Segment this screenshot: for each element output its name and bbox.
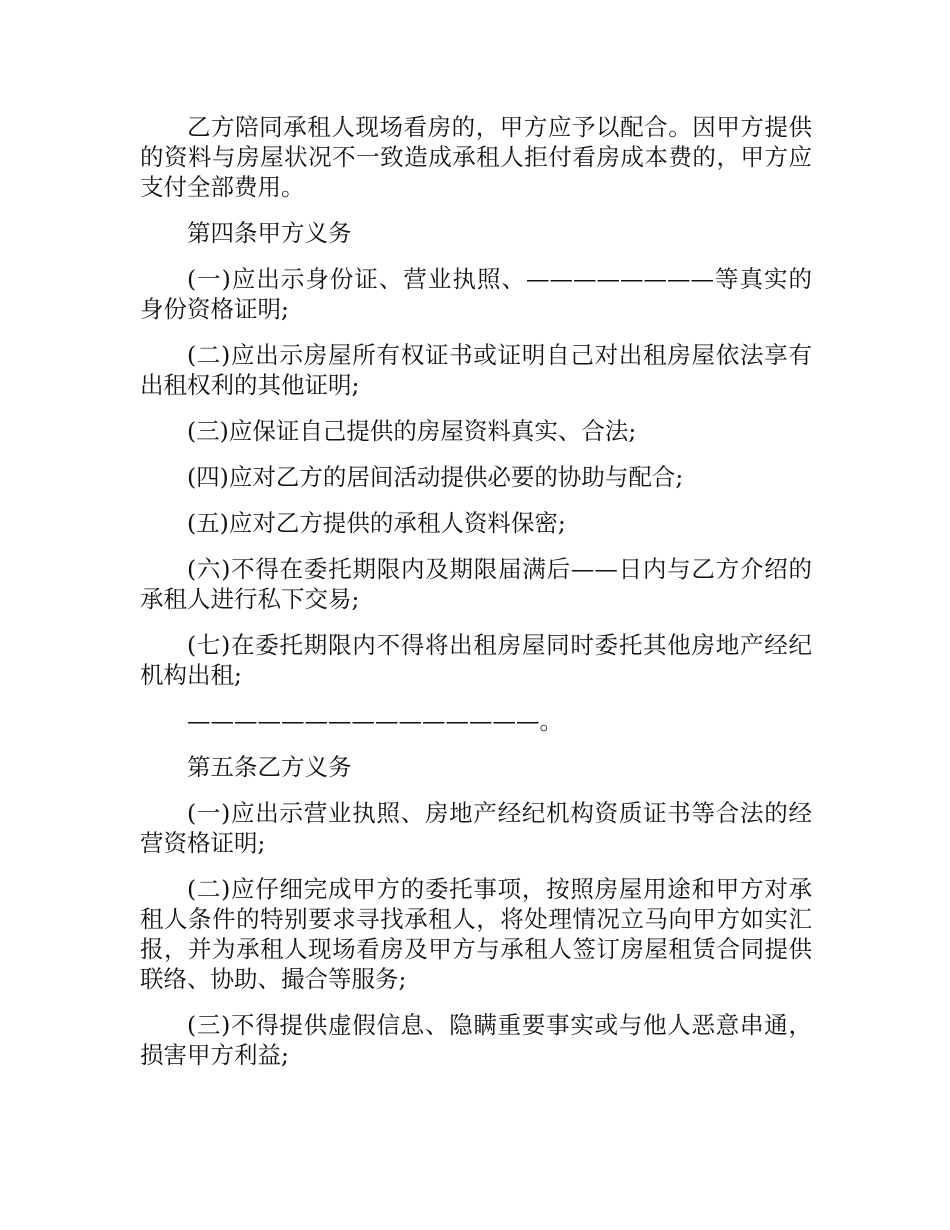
clause-5-3-no-false-information: (三)不得提供虚假信息、隐瞒重要事实或与他人恶意串通，损害甲方利益; [140,1011,812,1069]
heading-article-4-party-a-obligations: 第四条甲方义务 [187,219,352,247]
clause-4-3-true-information: (三)应保证自己提供的房屋资料真实、合法; [187,417,637,445]
heading-article-5-party-b-obligations: 第五条乙方义务 [187,753,352,781]
clause-4-2-ownership-certificate: (二)应出示房屋所有权证书或证明自己对出租房屋依法享有出租权利的其他证明; [140,341,812,399]
clause-4-6-no-private-deal: (六)不得在委托期限内及期限届满后——日内与乙方介绍的承租人进行私下交易; [140,555,812,613]
paragraph-viewing-cooperation: 乙方陪同承租人现场看房的，甲方应予以配合。因甲方提供的资料与房屋状况不一致造成承租人拒付看房成本费的，甲方应支付全部费用。 [140,113,812,201]
clause-4-5-confidentiality: (五)应对乙方提供的承租人资料保密; [187,509,566,537]
clause-4-1-identity-proof: (一)应出示身份证、营业执照、————————等真实的身份资格证明; [140,265,812,323]
blank-fill-line: ———————————————。 [187,707,563,735]
document-page [140,112,812,1086]
clause-4-7-exclusive-agency: (七)在委托期限内不得将出租房屋同时委托其他房地产经纪机构出租; [140,631,812,689]
clause-5-1-business-license: (一)应出示营业执照、房地产经纪机构资质证书等合法的经营资格证明; [140,799,812,857]
clause-4-4-assistance: (四)应对乙方的居间活动提供必要的协助与配合; [187,463,684,491]
clause-5-2-carry-out-commission: (二)应仔细完成甲方的委托事项，按照房屋用途和甲方对承租人条件的特别要求寻找承租人，将处理情况立马向甲方如实汇报，并为承租人现场看房及甲方与承租人签订房屋租赁合同提供联络、协助、撮合等服务; [140,875,812,993]
